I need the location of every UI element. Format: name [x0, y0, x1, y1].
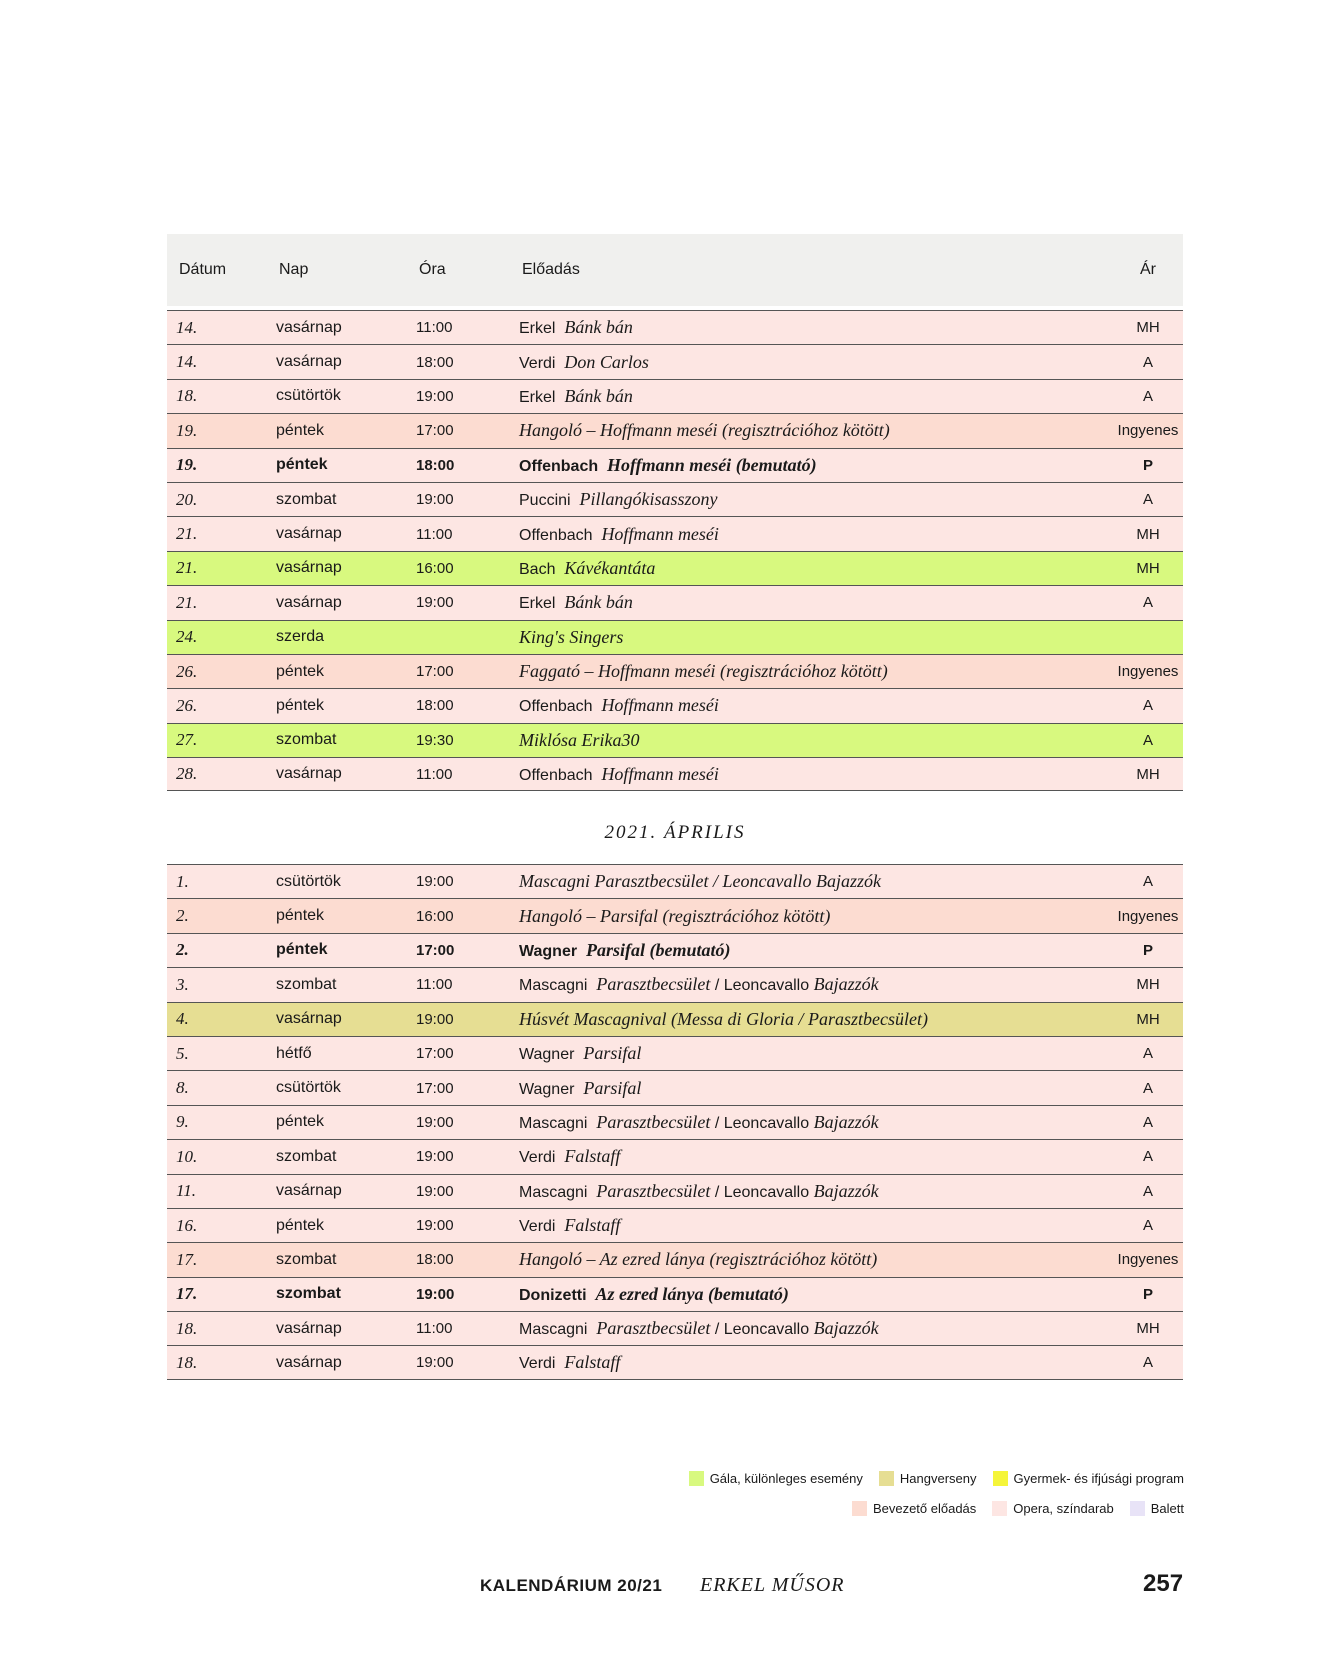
row-price: MH: [1136, 525, 1160, 543]
row-date: 16.: [176, 1215, 198, 1235]
row-price: MH: [1136, 1010, 1160, 1028]
row-performance: [519, 695, 1113, 716]
composer: Wagner: [519, 942, 578, 960]
row-date: 18.: [176, 1352, 198, 1372]
row-time: 19:30: [416, 731, 454, 749]
row-date: 4.: [176, 1009, 189, 1029]
row-date: 1.: [176, 871, 189, 891]
work-title: Parsifal (bemutató): [585, 939, 731, 960]
row-date: 21.: [176, 592, 198, 612]
legend-swatch: [879, 1471, 894, 1486]
legend-swatch: [689, 1471, 704, 1486]
row-time: 19:00: [416, 1285, 455, 1303]
row-time: 19:00: [416, 594, 454, 612]
april-schedule: [167, 864, 1183, 1380]
table-row: [167, 1311, 1183, 1345]
row-performance: Mascagni Parasztbecsület / Leoncavallo Bajazzók: [519, 1318, 879, 1339]
table-row: [167, 1277, 1183, 1311]
row-price: P: [1142, 456, 1153, 474]
row-date: 18.: [176, 386, 198, 406]
row-price: MH: [1136, 559, 1160, 577]
row-performance: [519, 1249, 1113, 1270]
work-title: Parasztbecsület: [596, 1318, 711, 1339]
row-date: 3.: [176, 974, 189, 994]
table-row: [167, 310, 1183, 344]
row-performance: [519, 524, 1113, 545]
composer: Verdi: [519, 354, 556, 372]
row-price: Ingyenes: [1117, 1251, 1179, 1269]
row-performance: [519, 1284, 1113, 1305]
composer-2: Leoncavallo: [723, 1114, 810, 1132]
row-day: szombat: [276, 1250, 337, 1268]
legend-item: [689, 1471, 863, 1486]
row-performance: [519, 352, 1113, 373]
legend-swatch: [993, 1471, 1008, 1486]
table-row: [167, 864, 1183, 898]
row-day: szombat: [276, 490, 337, 508]
composer: Verdi: [519, 1218, 556, 1236]
row-time: 11:00: [416, 1320, 453, 1338]
composer: Wagner: [519, 1080, 575, 1098]
header-day: Nap: [279, 261, 309, 278]
row-price: A: [1142, 1182, 1153, 1200]
table-row: [167, 585, 1183, 619]
row-price: Ingyenes: [1117, 422, 1179, 440]
row-day: vasárnap: [276, 559, 342, 577]
composer: Mascagni: [519, 1183, 588, 1201]
table-header: [167, 234, 1183, 306]
row-date: 18.: [176, 1318, 198, 1338]
row-price: Ingyenes: [1117, 907, 1179, 925]
march-schedule: [167, 234, 1183, 791]
row-price: A: [1142, 1113, 1153, 1131]
composer-2: Leoncavallo: [723, 1183, 810, 1201]
row-day: vasárnap: [276, 1010, 342, 1028]
table-row: [167, 1036, 1183, 1070]
row-performance: [519, 871, 1113, 892]
row-time: 11:00: [416, 319, 453, 337]
table-row: [167, 1070, 1183, 1104]
row-day: vasárnap: [276, 318, 342, 336]
row-price: A: [1142, 387, 1153, 405]
row-time: 18:00: [416, 456, 455, 474]
row-time: 19:00: [416, 1148, 454, 1166]
row-day: szombat: [276, 975, 337, 993]
legend-item: [993, 1471, 1185, 1486]
row-performance: [519, 1215, 1113, 1236]
work-title: Hangoló – Parsifal (regisztrációhoz kötött): [519, 905, 831, 926]
legend-item: [1130, 1501, 1184, 1516]
work-title: Bánk bán: [564, 592, 633, 613]
row-time: 11:00: [416, 525, 453, 543]
work-title: Kávékantáta: [564, 557, 656, 578]
work-title: Bánk bán: [564, 317, 633, 338]
work-title: Hangoló – Az ezred lánya (regisztrációhoz kötött): [519, 1249, 878, 1270]
composer: Offenbach: [519, 766, 593, 784]
row-day: szerda: [276, 628, 325, 646]
row-price: MH: [1136, 765, 1160, 783]
composer-2: Leoncavallo: [723, 1321, 810, 1339]
legend-label: Bevezető előadás: [872, 1501, 977, 1516]
row-performance: [519, 1009, 1113, 1030]
row-price: A: [1142, 1354, 1153, 1372]
composer-2: Leoncavallo: [723, 977, 810, 995]
row-date: 26.: [176, 695, 198, 715]
table-row: [167, 516, 1183, 550]
row-day: péntek: [276, 1216, 325, 1234]
row-day: szombat: [276, 731, 337, 749]
row-performance: Mascagni Parasztbecsület / Leoncavallo Bajazzók: [519, 1111, 879, 1132]
composer: Verdi: [519, 1149, 556, 1167]
work-title: Parasztbecsület: [596, 1111, 711, 1132]
row-day: csütörtök: [276, 872, 341, 890]
legend-row-1: [689, 1471, 1184, 1486]
work-title: Bánk bán: [564, 385, 633, 406]
work-title: Parasztbecsület: [596, 1180, 711, 1201]
row-performance: Mascagni Parasztbecsület / Leoncavallo Bajazzók: [519, 1180, 879, 1201]
row-time: 18:00: [416, 353, 454, 371]
row-time: 17:00: [416, 1079, 454, 1097]
row-day: szombat: [276, 1147, 337, 1165]
composer: Puccini: [519, 492, 571, 510]
row-price: MH: [1136, 1320, 1160, 1338]
legend-item: [852, 1501, 976, 1516]
table-row: [167, 448, 1183, 482]
row-price: MH: [1136, 319, 1160, 337]
row-date: 14.: [176, 352, 198, 372]
row-performance: [519, 906, 1113, 927]
table-row: [167, 551, 1183, 585]
table-row: [167, 688, 1183, 722]
work-title-2: Bajazzók: [813, 1318, 879, 1339]
row-time: 11:00: [416, 976, 453, 994]
table-row: [167, 620, 1183, 654]
composer: Bach: [519, 560, 556, 578]
row-date: 2.: [176, 906, 189, 926]
row-price: A: [1142, 873, 1153, 891]
row-time: 19:00: [416, 1217, 454, 1235]
work-title-2: Bajazzók: [813, 1111, 879, 1132]
row-performance: Mascagni Parasztbecsület / Leoncavallo Bajazzók: [519, 974, 879, 995]
row-day: vasárnap: [276, 525, 342, 543]
composer: Erkel: [519, 595, 556, 613]
row-price: A: [1142, 491, 1153, 509]
row-performance: [519, 627, 1113, 648]
work-title: Hoffmann meséi: [601, 695, 719, 716]
work-title: Falstaff: [564, 1352, 621, 1373]
row-day: péntek: [276, 456, 328, 474]
row-day: csütörtök: [276, 1079, 341, 1097]
row-time: 16:00: [416, 907, 454, 925]
page-footer: [0, 1570, 1330, 1610]
row-price: A: [1142, 594, 1153, 612]
work-title: Hoffmann meséi (bemutató): [607, 454, 817, 475]
work-title: Faggató – Hoffmann meséi (regisztrációhoz kötött): [519, 661, 888, 682]
row-date: 17.: [176, 1284, 198, 1304]
work-title: Falstaff: [564, 1146, 621, 1167]
row-date: 27.: [176, 730, 198, 750]
row-day: szombat: [276, 1285, 341, 1303]
work-title: Parasztbecsület: [596, 974, 711, 995]
table-row: [167, 1105, 1183, 1139]
composer: Offenbach: [519, 526, 593, 544]
row-performance: [519, 730, 1113, 751]
row-time: 19:00: [416, 387, 454, 405]
row-time: 17:00: [416, 663, 454, 681]
row-day: hétfő: [276, 1044, 312, 1062]
row-price: A: [1142, 1148, 1153, 1166]
work-title: Miklósa Erika30: [519, 729, 640, 750]
table-row: [167, 967, 1183, 1001]
row-day: péntek: [276, 1113, 325, 1131]
row-day: vasárnap: [276, 1319, 342, 1337]
composer: Mascagni: [519, 1114, 588, 1132]
row-time: 17:00: [416, 422, 454, 440]
legend-swatch: [992, 1501, 1007, 1516]
row-time: 19:00: [416, 491, 454, 509]
legend-row-2: [852, 1501, 1184, 1516]
row-date: 8.: [176, 1078, 189, 1098]
row-day: péntek: [276, 941, 328, 959]
row-time: 19:00: [416, 1113, 454, 1131]
table-row: [167, 1002, 1183, 1036]
row-day: péntek: [276, 696, 325, 714]
work-title: Falstaff: [564, 1215, 621, 1236]
work-title: Hangoló – Hoffmann meséi (regisztrációhoz kötött): [519, 420, 890, 441]
row-day: péntek: [276, 662, 325, 680]
legend-label: Gyermek- és ifjúsági program: [1013, 1471, 1184, 1486]
april-section-title: 2021. ÁPRILIS: [604, 822, 746, 843]
table-row: [167, 379, 1183, 413]
row-day: vasárnap: [276, 353, 342, 371]
row-performance: [519, 1146, 1113, 1167]
row-date: 17.: [176, 1249, 198, 1269]
row-price: A: [1142, 1045, 1153, 1063]
page-number: 257: [1143, 1570, 1184, 1597]
row-price: MH: [1136, 976, 1160, 994]
table-row: [167, 757, 1183, 791]
table-row: [167, 482, 1183, 516]
header-performance: Előadás: [522, 261, 580, 278]
composer: Erkel: [519, 320, 556, 338]
row-date: 21.: [176, 558, 198, 578]
row-day: péntek: [276, 907, 325, 925]
row-date: 21.: [176, 524, 198, 544]
row-date: 10.: [176, 1146, 198, 1166]
table-row: [167, 413, 1183, 447]
row-date: 9.: [176, 1112, 189, 1132]
legend-label: Gála, különleges esemény: [709, 1471, 863, 1486]
row-date: 24.: [176, 627, 198, 647]
composer: Offenbach: [519, 698, 593, 716]
row-date: 20.: [176, 489, 198, 509]
footer-section: ERKEL MŰSOR: [700, 1574, 845, 1596]
row-date: 2.: [176, 940, 189, 960]
composer: Offenbach: [519, 457, 599, 475]
work-title-2: Bajazzók: [813, 974, 879, 995]
row-performance: [519, 558, 1113, 579]
legend-label: Balett: [1150, 1501, 1184, 1516]
row-price: Ingyenes: [1117, 663, 1179, 681]
row-price: P: [1142, 1285, 1153, 1303]
work-title: King's Singers: [519, 626, 624, 647]
footer-kalendarium: KALENDÁRIUM 20/21: [480, 1576, 663, 1595]
row-performance: [519, 1078, 1113, 1099]
row-date: 14.: [176, 317, 198, 337]
table-row: [167, 1242, 1183, 1276]
row-price: A: [1142, 1079, 1153, 1097]
march-rows: [167, 310, 1183, 791]
legend-label: Hangverseny: [899, 1471, 977, 1486]
row-date: 5.: [176, 1043, 189, 1063]
table-row: [167, 344, 1183, 378]
work-title: Mascagni Parasztbecsület / Leoncavallo Bajazzók: [519, 871, 881, 892]
row-time: 17:00: [416, 941, 455, 959]
row-time: 19:00: [416, 1354, 454, 1372]
row-price: A: [1142, 1217, 1153, 1235]
legend-swatch: [1130, 1501, 1145, 1516]
work-title: Don Carlos: [564, 351, 649, 372]
composer: Erkel: [519, 388, 556, 406]
legend-item: [879, 1471, 977, 1486]
row-time: 19:00: [416, 1010, 454, 1028]
row-time: 16:00: [416, 559, 454, 577]
row-date: 19.: [176, 420, 198, 440]
work-title: Húsvét Mascagnival (Messa di Gloria / Parasztbecsület): [519, 1008, 928, 1029]
row-performance: [519, 420, 1113, 441]
table-row: [167, 1174, 1183, 1208]
row-performance: [519, 386, 1113, 407]
composer: Wagner: [519, 1046, 575, 1064]
work-title: Hoffmann meséi: [601, 763, 719, 784]
row-price: A: [1142, 731, 1153, 749]
table-row: [167, 723, 1183, 757]
row-price: A: [1142, 353, 1153, 371]
composer: Verdi: [519, 1355, 556, 1373]
row-time: 18:00: [416, 697, 454, 715]
work-title: Pillangókisasszony: [579, 489, 718, 510]
row-time: 18:00: [416, 1251, 454, 1269]
work-title: Parsifal: [583, 1077, 642, 1098]
row-day: vasárnap: [276, 1353, 342, 1371]
row-performance: [519, 592, 1113, 613]
work-title: Parsifal: [583, 1043, 642, 1064]
row-date: 11.: [176, 1181, 196, 1201]
row-performance: [519, 489, 1113, 510]
row-performance: [519, 1352, 1113, 1373]
row-day: vasárnap: [276, 1182, 342, 1200]
header-time: Óra: [419, 261, 446, 278]
row-price: P: [1142, 941, 1153, 959]
row-performance: [519, 1043, 1113, 1064]
row-price: A: [1142, 697, 1153, 715]
row-date: 19.: [176, 455, 198, 475]
row-performance: [519, 661, 1113, 682]
row-day: vasárnap: [276, 765, 342, 783]
header-date: Dátum: [179, 261, 227, 278]
composer: Mascagni: [519, 1321, 588, 1339]
table-row: [167, 1208, 1183, 1242]
row-day: csütörtök: [276, 387, 341, 405]
composer: Mascagni: [519, 977, 588, 995]
work-title: Az ezred lánya (bemutató): [595, 1283, 789, 1304]
row-performance: [519, 940, 1113, 961]
table-row: [167, 933, 1183, 967]
work-title: Hoffmann meséi: [601, 523, 719, 544]
table-row: [167, 654, 1183, 688]
row-time: 19:00: [416, 1182, 454, 1200]
row-time: 17:00: [416, 1045, 454, 1063]
header-price: Ár: [1140, 261, 1156, 278]
april-rows: [167, 864, 1183, 1380]
legend-item: [992, 1501, 1113, 1516]
legend-swatch: [852, 1501, 867, 1516]
table-row: [167, 1139, 1183, 1173]
row-time: 11:00: [416, 765, 453, 783]
row-performance: [519, 455, 1113, 476]
table-row: [167, 1345, 1183, 1379]
legend-label: Opera, színdarab: [1013, 1501, 1114, 1516]
row-day: vasárnap: [276, 593, 342, 611]
row-date: 26.: [176, 661, 198, 681]
row-time: 19:00: [416, 873, 454, 891]
row-day: péntek: [276, 421, 325, 439]
row-performance: [519, 764, 1113, 785]
row-date: 28.: [176, 764, 198, 784]
composer: Donizetti: [519, 1286, 587, 1304]
table-row: [167, 898, 1183, 932]
work-title-2: Bajazzók: [813, 1180, 879, 1201]
row-performance: [519, 317, 1113, 338]
